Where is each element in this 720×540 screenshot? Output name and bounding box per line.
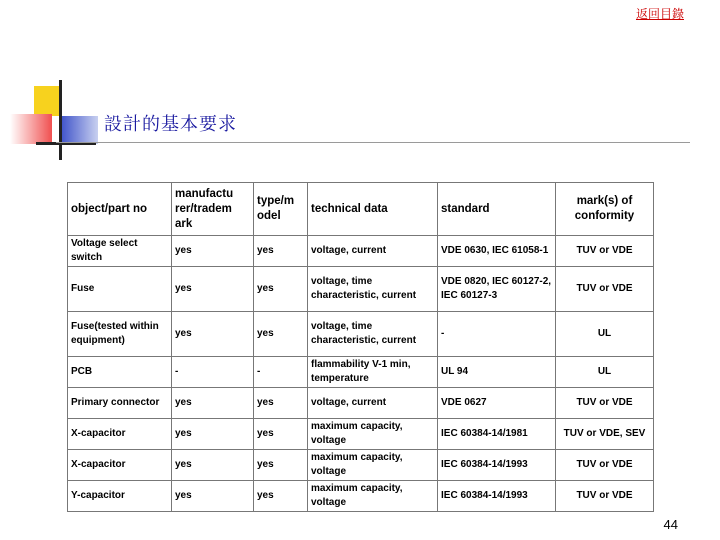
- table-cell: maximum capacity, voltage: [308, 419, 438, 450]
- table-cell: UL: [556, 357, 654, 388]
- column-header: mark(s) of conformity: [556, 183, 654, 236]
- table-cell: X-capacitor: [68, 450, 172, 481]
- table-cell: -: [172, 357, 254, 388]
- title-underline: [56, 142, 690, 143]
- column-header: manufactu rer/tradem ark: [172, 183, 254, 236]
- column-header: object/part no: [68, 183, 172, 236]
- column-header: technical data: [308, 183, 438, 236]
- table-cell: UL 94: [438, 357, 556, 388]
- table-cell: TUV or VDE: [556, 450, 654, 481]
- table-cell: yes: [254, 450, 308, 481]
- table-row: [68, 236, 654, 267]
- deco-red-square: [10, 114, 52, 144]
- table-cell: PCB: [68, 357, 172, 388]
- table-cell: yes: [172, 236, 254, 267]
- table-cell: -: [438, 312, 556, 357]
- table-cell: VDE 0820, IEC 60127-2, IEC 60127-3: [438, 267, 556, 312]
- component-requirements-table: [67, 182, 654, 512]
- column-header: standard: [438, 183, 556, 236]
- table-cell: UL: [556, 312, 654, 357]
- table-cell: TUV or VDE: [556, 388, 654, 419]
- page-number: 44: [663, 517, 678, 532]
- table-cell: yes: [254, 419, 308, 450]
- table-row: [68, 357, 654, 388]
- table-cell: X-capacitor: [68, 419, 172, 450]
- table-cell: yes: [172, 450, 254, 481]
- table-cell: TUV or VDE: [556, 267, 654, 312]
- table-cell: -: [254, 357, 308, 388]
- table-cell: yes: [254, 267, 308, 312]
- table-cell: voltage, time characteristic, current: [308, 267, 438, 312]
- table-cell: IEC 60384-14/1993: [438, 481, 556, 512]
- slide-title: 設計的基本要求: [104, 114, 237, 135]
- table-cell: TUV or VDE: [556, 481, 654, 512]
- table-cell: Y-capacitor: [68, 481, 172, 512]
- table-cell: yes: [172, 481, 254, 512]
- deco-yellow-square: [34, 86, 62, 116]
- table-row: [68, 481, 654, 512]
- table-cell: maximum capacity, voltage: [308, 450, 438, 481]
- table-cell: flammability V-1 min, temperature: [308, 357, 438, 388]
- table-cell: maximum capacity, voltage: [308, 481, 438, 512]
- deco-vertical-bar: [59, 80, 62, 160]
- table-row: [68, 312, 654, 357]
- deco-blue-square: [60, 116, 98, 144]
- table-cell: yes: [172, 312, 254, 357]
- table-cell: yes: [254, 312, 308, 357]
- table-cell: Fuse: [68, 267, 172, 312]
- back-to-contents-link[interactable]: 返回目錄: [635, 7, 684, 21]
- table-row: [68, 450, 654, 481]
- table-cell: yes: [254, 481, 308, 512]
- table-row: [68, 419, 654, 450]
- table-header-row: [68, 183, 654, 236]
- table-row: [68, 267, 654, 312]
- column-header: type/m odel: [254, 183, 308, 236]
- table-row: [68, 388, 654, 419]
- table-cell: yes: [254, 236, 308, 267]
- table-cell: Voltage select switch: [68, 236, 172, 267]
- table-cell: IEC 60384-14/1993: [438, 450, 556, 481]
- table-cell: voltage, time characteristic, current: [308, 312, 438, 357]
- table-cell: yes: [172, 388, 254, 419]
- table-cell: yes: [254, 388, 308, 419]
- table-cell: voltage, current: [308, 236, 438, 267]
- table-cell: Primary connector: [68, 388, 172, 419]
- table-cell: VDE 0630, IEC 61058-1: [438, 236, 556, 267]
- table-cell: yes: [172, 267, 254, 312]
- table-cell: voltage, current: [308, 388, 438, 419]
- table-cell: yes: [172, 419, 254, 450]
- table-cell: IEC 60384-14/1981: [438, 419, 556, 450]
- table-cell: VDE 0627: [438, 388, 556, 419]
- table-cell: Fuse(tested within equipment): [68, 312, 172, 357]
- table-cell: TUV or VDE, SEV: [556, 419, 654, 450]
- table-cell: TUV or VDE: [556, 236, 654, 267]
